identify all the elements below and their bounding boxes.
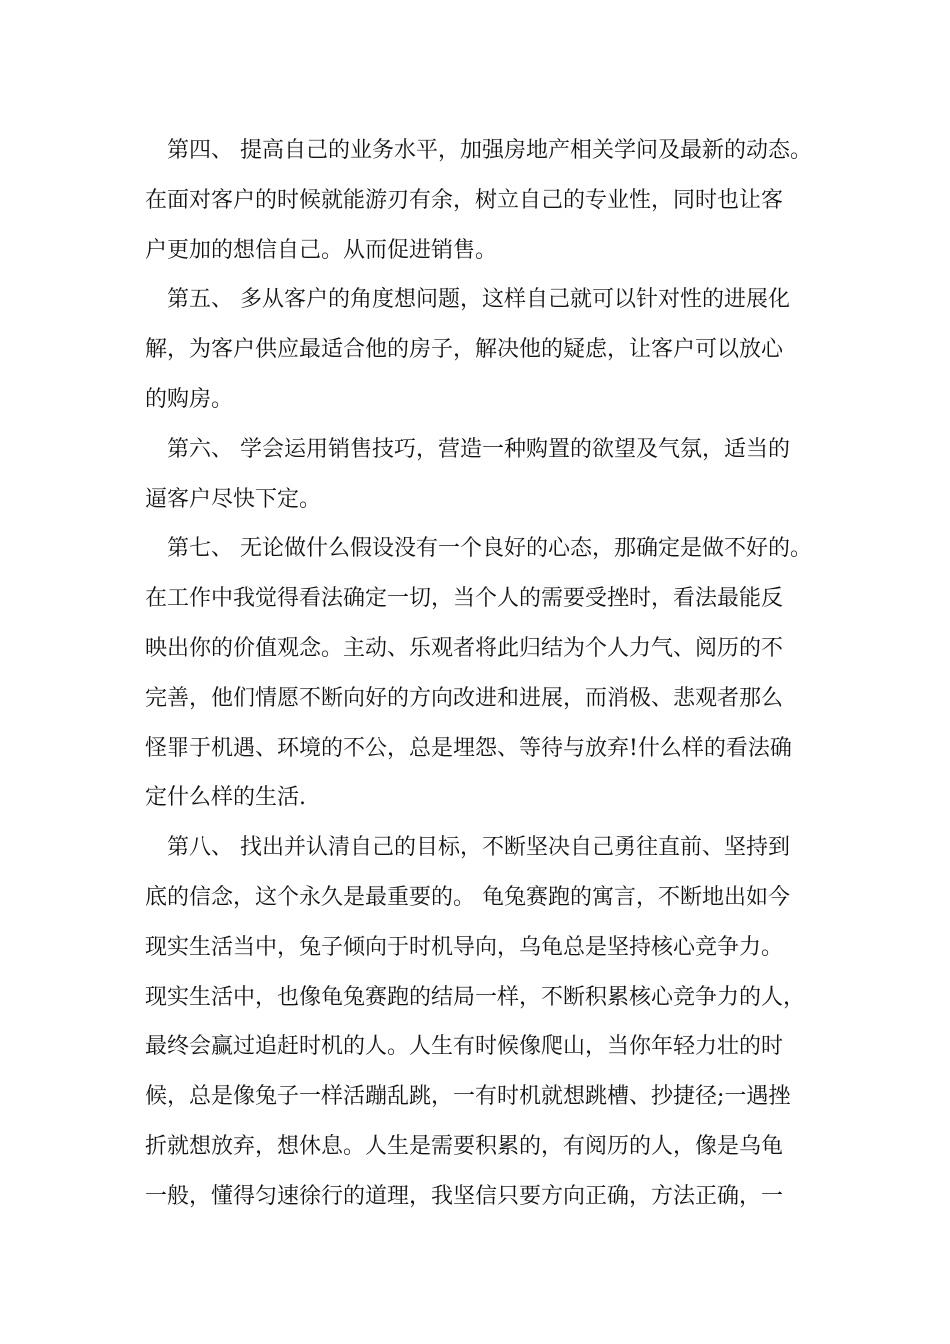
paragraph-5-line-2: 解，为客户供应最适合他的房子，解决他的疑虑，让客户可以放心 [145,337,784,363]
document-body [145,126,815,1222]
paragraph-6-line-2: 逼客户尽快下定。 [145,486,322,512]
paragraph-5-line-3: 的购房。 [145,386,234,412]
paragraph-8-line-2: 底的信念，这个永久是最重要的。 龟兔赛跑的寓言，不断地出如今 [145,884,790,910]
paragraph-8-line-6: 候，总是像兔子一样活蹦乱跳，一有时机就想跳槽、抄捷径;一遇挫 [145,1084,791,1110]
paragraph-7-line-3: 映出你的价值观念。主动、乐观者将此归结为个人力气、阅历的不 [145,635,784,661]
paragraph-4-line-3: 户更加的想信自己。从而促进销售。 [145,237,498,263]
paragraph-7-line-2: 在工作中我觉得看法确定一切，当个人的需要受挫时，看法最能反 [145,586,784,612]
paragraph-5-line-1: 第五、 多从客户的角度想问题，这样自己就可以针对性的进展化 [167,287,790,313]
paragraph-4-line-2: 在面对客户的时候就能游刃有余，树立自己的专业性，同时也让客 [145,187,784,213]
paragraph-8-line-5: 最终会赢过追赶时机的人。人生有时候像爬山，当你年轻力壮的时 [145,1034,784,1060]
paragraph-8-line-4: 现实生活中，也像龟兔赛跑的结局一样，不断积累核心竞争力的人， [145,984,806,1010]
paragraph-7-line-4: 完善，他们情愿不断向好的方向改进和进展，而消极、悲观者那么 [145,685,784,711]
paragraph-8-line-7: 折就想放弃，想休息。人生是需要积累的，有阅历的人，像是乌龟 [145,1133,784,1159]
paragraph-7-line-5: 怪罪于机遇、环境的不公，总是埋怨、等待与放弃!什么样的看法确 [145,735,792,761]
paragraph-8-line-8: 一般，懂得匀速徐行的道理，我坚信只要方向正确，方法正确，一 [145,1183,784,1209]
paragraph-7-line-6: 定什么样的生活. [145,785,306,811]
paragraph-8-line-1: 第八、 找出并认清自己的目标，不断坚决自己勇往直前、坚持到 [167,835,790,861]
paragraph-8-line-3: 现实生活当中，兔子倾向于时机导向，乌龟总是坚持核心竞争力。 [145,934,784,960]
paragraph-7-line-1: 第七、 无论做什么假设没有一个良好的心态，那确定是做不好的。 [167,536,812,562]
paragraph-6-line-1: 第六、 学会运用销售技巧，营造一种购置的欲望及气氛，适当的 [167,436,790,462]
paragraph-4-line-1: 第四、 提高自己的业务水平，加强房地产相关学问及最新的动态。 [167,138,812,163]
